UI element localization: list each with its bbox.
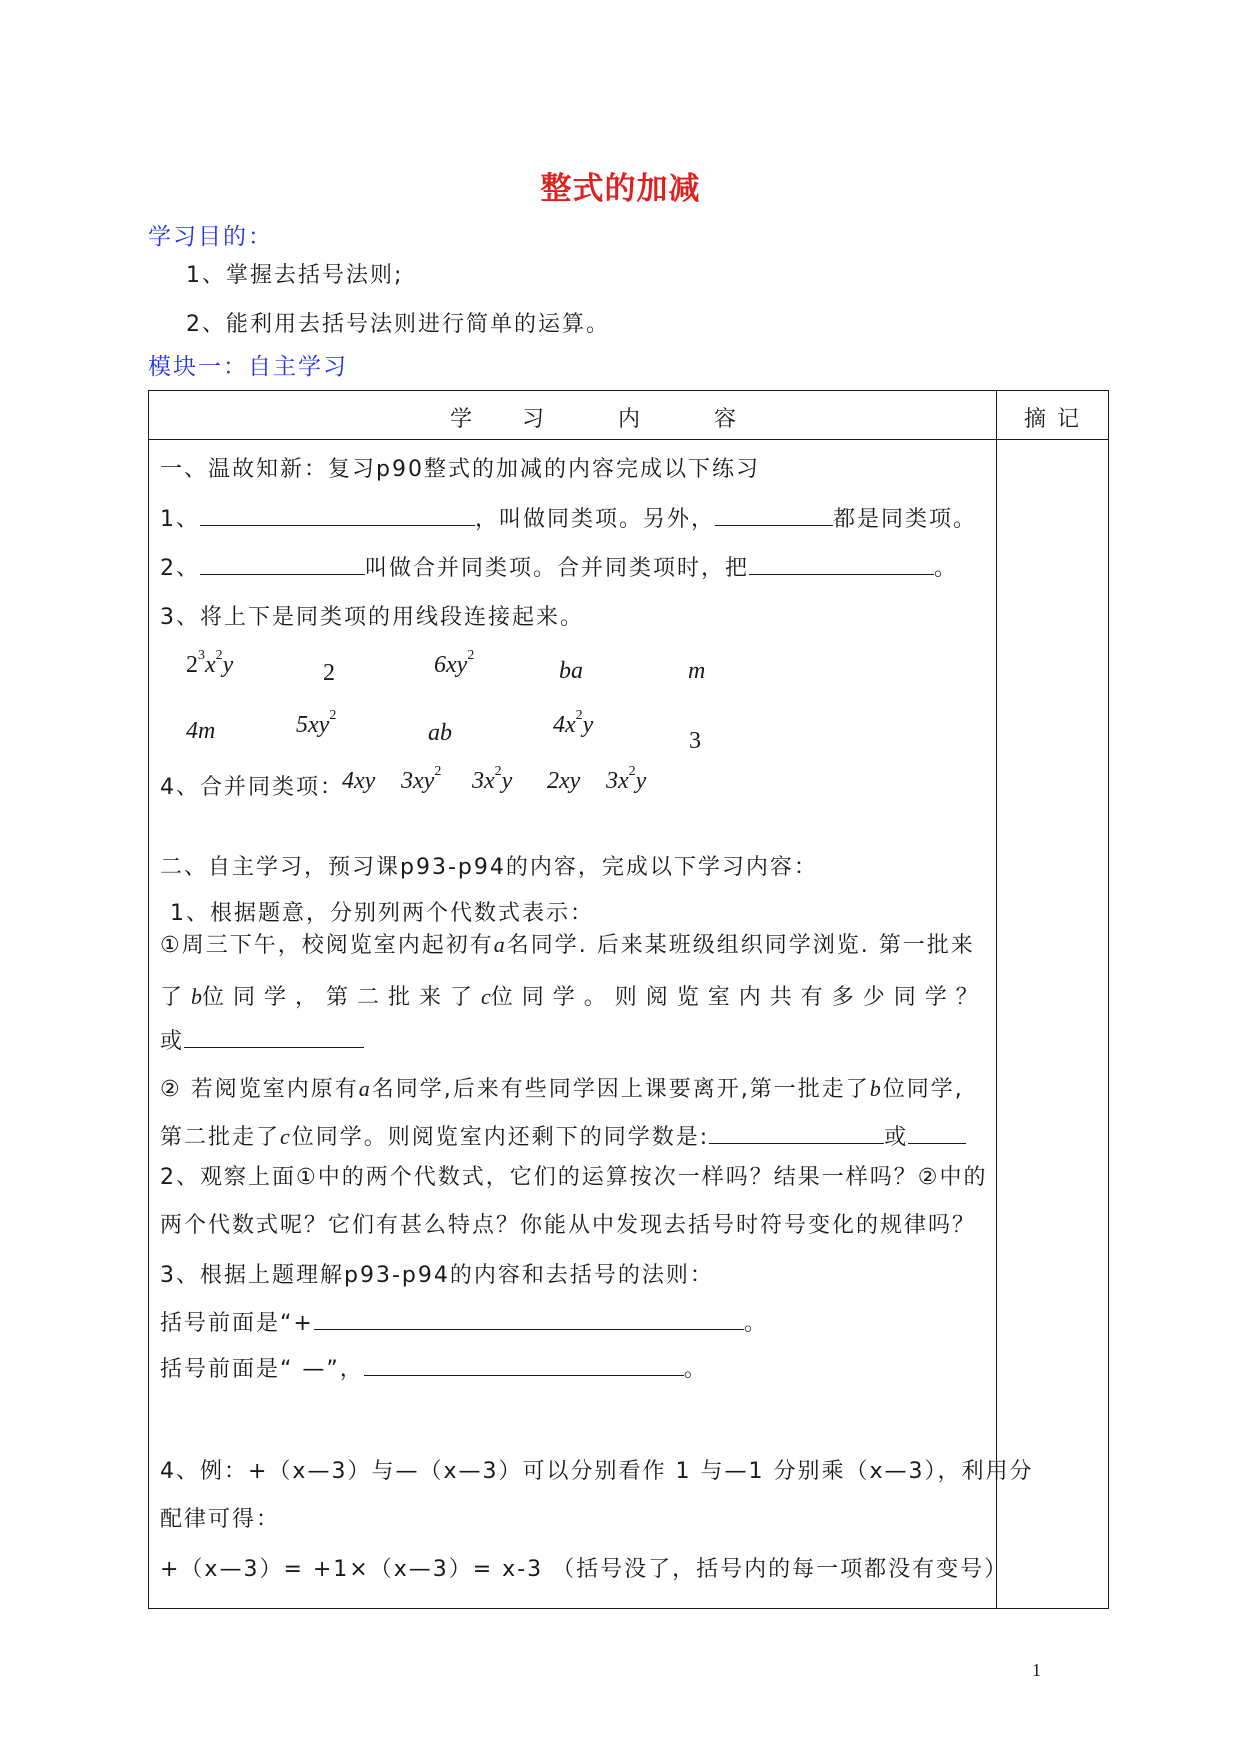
subtask-2-line2: 两个代数式呢？它们有甚么特点？你能从中发现去括号时符号变化的规律吗？ — [160, 1213, 977, 1238]
problem2-blank-1[interactable] — [709, 1123, 884, 1144]
term-ab: ab — [428, 720, 452, 746]
q4-term-2xy: 2xy — [547, 768, 581, 794]
rule-plus-blank[interactable] — [314, 1309, 744, 1330]
term-6xy2: $6xy^2$ — [434, 648, 475, 678]
q2-blank-2[interactable] — [749, 554, 934, 575]
problem2-line2: 第二批走了c位同学。则阅览室内还剩下的同学数是: 或 — [160, 1120, 966, 1151]
problem2-line1: ② 若阅览室内原有a名同学,后来有些同学因上课要离开,第一批走了b位同学, — [160, 1076, 964, 1102]
rule-minus-blank[interactable] — [364, 1355, 684, 1376]
objective-item-2: 2、能利用去括号法则进行简单的运算。 — [186, 312, 610, 337]
problem1-blank[interactable] — [184, 1027, 364, 1048]
problem1-line2: 了b位同学，第二批来了c位同学。则阅览室内共有多少同学？ — [160, 984, 987, 1010]
q2-blank-1[interactable] — [200, 554, 365, 575]
q2-suffix: 。 — [934, 556, 959, 581]
q4-label: 4、合并同类项： — [160, 775, 344, 800]
subtask-4-line1: 4、例：+（x—3）与—（x—3）可以分别看作 1 与—1 分别乘（x—3），利用分 — [160, 1459, 1034, 1484]
term-ba: ba — [559, 658, 583, 684]
section1-heading: 一、温故知新：复习p90整式的加减的内容完成以下练习 — [160, 457, 760, 482]
q1-mid: ，叫做同类项。另外， — [475, 507, 716, 532]
q1-blank-1[interactable] — [200, 505, 475, 526]
q2-mid: 叫做合并同类项。合并同类项时，把 — [365, 556, 750, 581]
question-2 — [160, 551, 958, 582]
problem1-line3: 或 — [160, 1024, 364, 1055]
term-4m: 4m — [186, 718, 216, 744]
table-column-divider — [996, 390, 997, 1609]
term-3: 3 — [689, 728, 701, 754]
objectives-heading: 学习目的： — [148, 224, 273, 250]
subtask-1: 1、根据题意，分别列两个代数式表示： — [170, 901, 594, 926]
term-5xy2: $5xy^2$ — [296, 708, 337, 738]
q2-prefix: 2、 — [160, 556, 200, 581]
page-title: 整式的加减 — [540, 171, 701, 207]
subtask-2-line1: 2、观察上面①中的两个代数式，它们的运算按次一样吗？结果一样吗？②中的 — [160, 1165, 988, 1190]
problem2-blank-2[interactable] — [908, 1123, 966, 1144]
problem1-line1: ①周三下午，校阅览室内起初有a名同学. 后来某班级组织同学浏览. 第一批来 — [160, 932, 975, 958]
q1-prefix: 1、 — [160, 507, 200, 532]
q4-term-3x2y-b: $3x^2y$ — [606, 764, 647, 794]
question-4 — [160, 770, 344, 801]
table-header-divider — [148, 439, 1109, 440]
q1-blank-2[interactable] — [715, 505, 833, 526]
rule-plus: 括号前面是“+ 。 — [160, 1311, 768, 1336]
question-3: 3、将上下是同类项的用线段连接起来。 — [160, 605, 584, 630]
q4-term-3xy2: $3xy^2$ — [401, 764, 442, 794]
rule-minus: 括号前面是“ —”， 。 — [160, 1357, 708, 1382]
subtask-4-line3: +（x—3）= +1×（x—3）= x-3 （括号没了，括号内的每一项都没有变号） — [160, 1557, 1009, 1582]
term-m: m — [688, 658, 706, 684]
question-1 — [160, 502, 977, 533]
module-heading: 模块一：自主学习 — [148, 354, 348, 380]
term-2-3-x2y: $2^3x^2y$ — [186, 648, 234, 678]
table-header-notes: 摘 记 — [1024, 407, 1081, 432]
subtask-4-line2: 配律可得： — [160, 1507, 281, 1532]
q4-term-3x2y: $3x^2y$ — [472, 764, 513, 794]
q4-term-4xy: 4xy — [342, 768, 376, 794]
section2-heading: 二、自主学习，预习课p93-p94的内容，完成以下学习内容： — [160, 855, 818, 880]
table-header-content: 学 习 内 容 — [450, 407, 739, 432]
objective-item-1: 1、掌握去括号法则; — [186, 263, 404, 288]
term-2: 2 — [323, 660, 335, 686]
page-number: 1 — [1032, 1660, 1041, 1680]
subtask-3: 3、根据上题理解p93-p94的内容和去括号的法则： — [160, 1263, 714, 1288]
q1-suffix: 都是同类项。 — [833, 507, 978, 532]
term-4x2y: $4x^2y$ — [553, 708, 594, 738]
